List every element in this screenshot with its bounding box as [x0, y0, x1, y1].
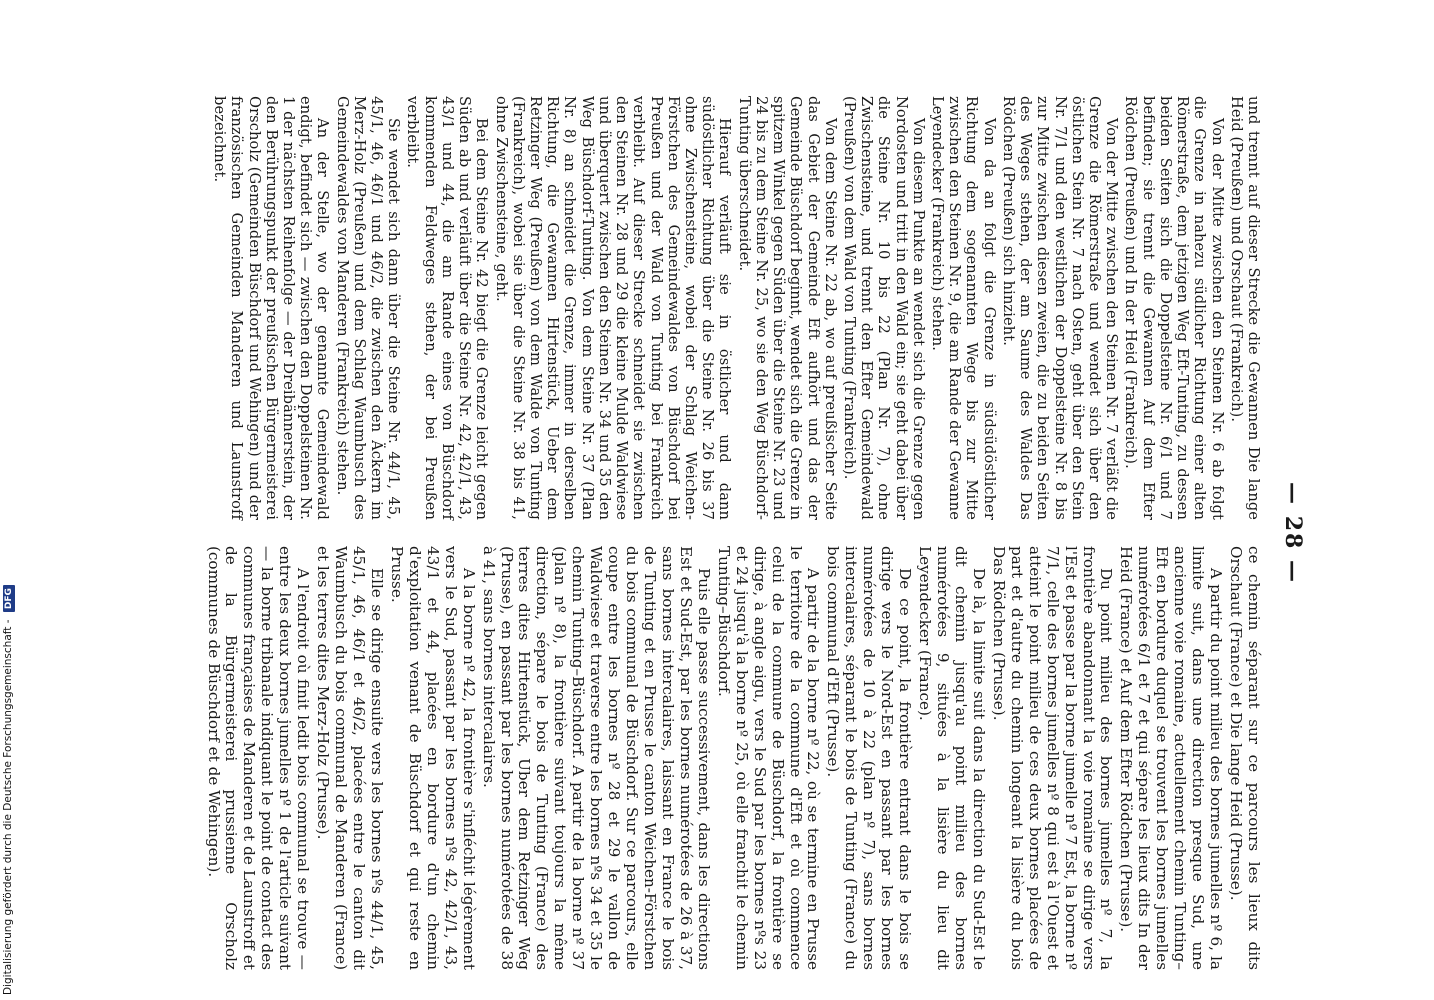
french-paragraph: Puis elle passe successivement, dans les directions Est et Sud-Est, par les bornes numérotées de 26 à 37, sans bornes intercalaires, laissant en France le bois de Tunting et en Prusse le canton Weichen-Förstchen du bois communal de Büschdorf. Sur ce parcours, elle coupe entre les bornes nº 28 et 29 le vallon de Waldwiese et traverse entre les bornes nºs 34 et 35 le chemin Tunting–Büschdorf. A partir de la borne nº 37 (plan nº 8), la frontière suivant toujours la même direction, sépare le bois de Tunting (France) des terres dites Hirtenstück, Uber dem Retzinger Weg (Prusse), en passant par les bornes numérotées de 38 à 41, sans bornes intercalaires. [479, 546, 713, 970]
german-paragraph: Von da an folgt die Grenze in südsüdöstlicher Richtung dem sogenannten Wege bis zur Mitte zwischen den Steinen Nr. 9, die am Rande der Gewanne Leyendecker (Frankreich) stehen. [929, 96, 998, 520]
german-paragraph: Von dem Steine Nr. 22 ab, wo auf preußischer Seite das Gebiet der Gemeinde Eft aufhört und das der Gemeinde Büschdorf beginnt, wendet sich die Grenze in spitzem Winkel gegen Süden über die Steine Nr. 23 und 24 bis zu dem Steine Nr. 25, wo sie den Weg Büschdorf-Tunting überschneidet. [735, 96, 839, 520]
french-paragraph: Du point milieu des bornes jumelles nº 7, la frontière abandonnant la voie romaine se dirige vers l'Est et passe par la borne jumelle nº 7 Est, la borne nº 7/1, celle des bornes jumelles nº 8 qui est à l'Ouest et atteint le point milieu de ces deux bornes placées de part et d'autre du chemin longeant la lisière du bois Das Rödchen (Prusse). [989, 546, 1116, 970]
german-paragraph: Von der Mitte zwischen den Steinen Nr. 7 verläßt die Grenze die Römerstraße und wendet sich über den östlichen Stein Nr. 7 nach Osten, geht über den Stein Nr. 7/1 und den westlichen der Doppelsteine Nr. 8 bis zur Mitte zwischen diesen zweien, die zu beiden Seiten des Weges stehen, der am Saume des Waldes Das Rödchen (Preußen) sich hinzieht. [999, 96, 1121, 520]
german-paragraph: und trennt auf dieser Strecke die Gewannen Die lange Heid (Preußen) und Orschaut (Frankreich). [1227, 96, 1262, 520]
credit-text: Digitalisierung gefördert durch die Deutsche Forschungsgemeinschaft - [2, 619, 14, 995]
german-paragraph: Hierauf verläuft sie in östlicher und dann südöstlicher Richtung über die Steine Nr. 26 bis 37 ohne Zwischensteine, wobei der Schlag Weichen-Förstchen des Gemeindewaldes von Büschdorf bei Preußen und der Wald von Tunting bei Frankreich verbleibt. Auf dieser Strecke schneidet sie zwischen den Steinen Nr. 28 und 29 die kleine Mulde Waldwiese und überquert zwischen den Steinen Nr. 34 und 35 den Weg Büschdorf-Tunting. Von dem Steine Nr. 37 (Plan Nr. 8) an schneidet die Grenze, immer in derselben Richtung, die Gewannen Hirtenstück, Ueber dem Retzinger Weg (Preußen) von dem Walde von Tunting (Frankreich), wobei sie über die Steine Nr. 38 bis 41, ohne Zwischensteine, geht. [492, 96, 734, 520]
page-content [150, 0, 1320, 1000]
french-paragraph: Elle se dirige ensuite vers les bornes nºs 44/1, 45, 45/1, 46, 46/1 et 46/2, placées entre le canton dit Waumbusch du bois communal de Manderen (France) et les terres dites Merz-Holz (Prusse). [314, 546, 386, 970]
german-paragraph: Von diesem Punkte an wendet sich die Grenze gegen Nordosten und tritt in den Wald ein; sie geht dabei über die Steine Nr. 10 bis 22 (Plan Nr. 7), ohne Zwischensteine, und trennt den Efter Gemeindewald (Preußen) von dem Wald von Tunting (Frankreich). [840, 96, 927, 520]
digitization-credit [2, 585, 15, 995]
german-paragraph: Sie wendet sich dann über die Steine Nr. 44/1, 45, 45/1, 46, 46/1 und 46/2, die zwischen den Äckern im Merz-Holz (Preußen) und dem Schlag Waumbusch des Gemeindewaldes von Manderen (Frankreich) stehen. [333, 96, 403, 520]
french-paragraph: A partir de la borne nº 22, où se termine en Prusse le territoire de la commune d'Eft et où commence celui de la commune de Büschdorf, la frontière se dirige, à angle aigu, vers le Sud par les bornes nºs 23 et 24 jusqu'à la borne nº 25, où elle franchit le chemin Tunting–Büschdorf. [714, 546, 823, 970]
french-paragraph: ce chemin séparant sur ce parcours les lieux dits Orschaut (France) et Die lange Heid (Prusse). [1227, 546, 1263, 970]
french-paragraph: De là, la limite suit dans la direction du Sud-Est le dit chemin jusqu'au point milieu des bornes numérotées 9, situées à la lisière du lieu dit Leyendecker (France). [916, 546, 988, 970]
german-paragraph: Von der Mitte zwischen den Steinen Nr. 6 ab folgt die Grenze in nahezu südlicher Richtung einer alten Römerstraße, dem jetzigen Weg Eft-Tunting, zu dessen beiden Seiten sich die Doppelsteine Nr. 6/1 und 7 befinden; sie trennt die Gewannen Auf dem Efter Rödchen (Preußen) und In der Heid (Frankreich). [1122, 96, 1226, 520]
french-paragraph: A partir du point milieu des bornes jumelles nº 6, la limite suit, dans une direction presque Sud, une ancienne voie romaine, actuellement chemin Tunting–Eft en bordure duquel se trouvent les bornes jumelles numérotées 6/1 et 7 et qui sépare les lieux dits In der Heid (France) et Auf dem Efter Rödchen (Prusse). [1117, 546, 1226, 970]
rotated-page [140, 0, 1320, 1000]
german-paragraph: Bei dem Steine Nr. 42 biegt die Grenze leicht gegen Süden ab und verläuft über die Steine Nr. 42, 42/1, 43, 43/1 und 44, die am Rande eines von Büschdorf kommenden Feldweges stehen, der bei Preußen verbleibt. [404, 96, 491, 520]
french-column [202, 546, 1262, 970]
page-number: — 28 — [1280, 482, 1306, 584]
german-paragraph: An der Stelle, wo der genannte Gemeindewald endigt, befindet sich — zwischen den Doppelsteinen Nr. 1 der nächsten Reihenfolge — der Dreibännerstein, der den Berührungspunkt der preußischen Bürgermeisterei Orscholz (Gemeinden Büschdorf und Wehingen) und der französischen Gemeinden Manderen und Launstroff bezeichnet. [211, 96, 332, 520]
french-paragraph: De ce point, la frontière entrant dans le bois se dirige vers le Nord-Est en passant par les bornes numérotées de 10 à 22 (plan nº 7), sans bornes intercalaires, séparant le bois de Tunting (France) du bois communal d'Eft (Prusse). [824, 546, 915, 970]
french-paragraph: A l'endroit où finit ledit bois communal se trouve — entre les deux bornes jumelles nº 1 de l'article suivant — la borne tribanale indiquant le point de contact des communes françaises de Manderen et de Launstroff et de la Bürgermeisterei prussienne Orscholz (communes de Büschdorf et de Wehingen). [204, 546, 313, 970]
french-paragraph: A la borne nº 42, la frontière s'infléchit légèrement vers le Sud, passant par les bornes nºs 42, 42/1, 43, 43/1 et 44, placées en bordure d'un chemin d'exploitation venant de Büschdorf et qui reste en Prusse. [387, 546, 478, 970]
german-column [202, 96, 1262, 520]
text-columns [202, 96, 1262, 970]
dfg-logo: DFG [3, 585, 15, 612]
